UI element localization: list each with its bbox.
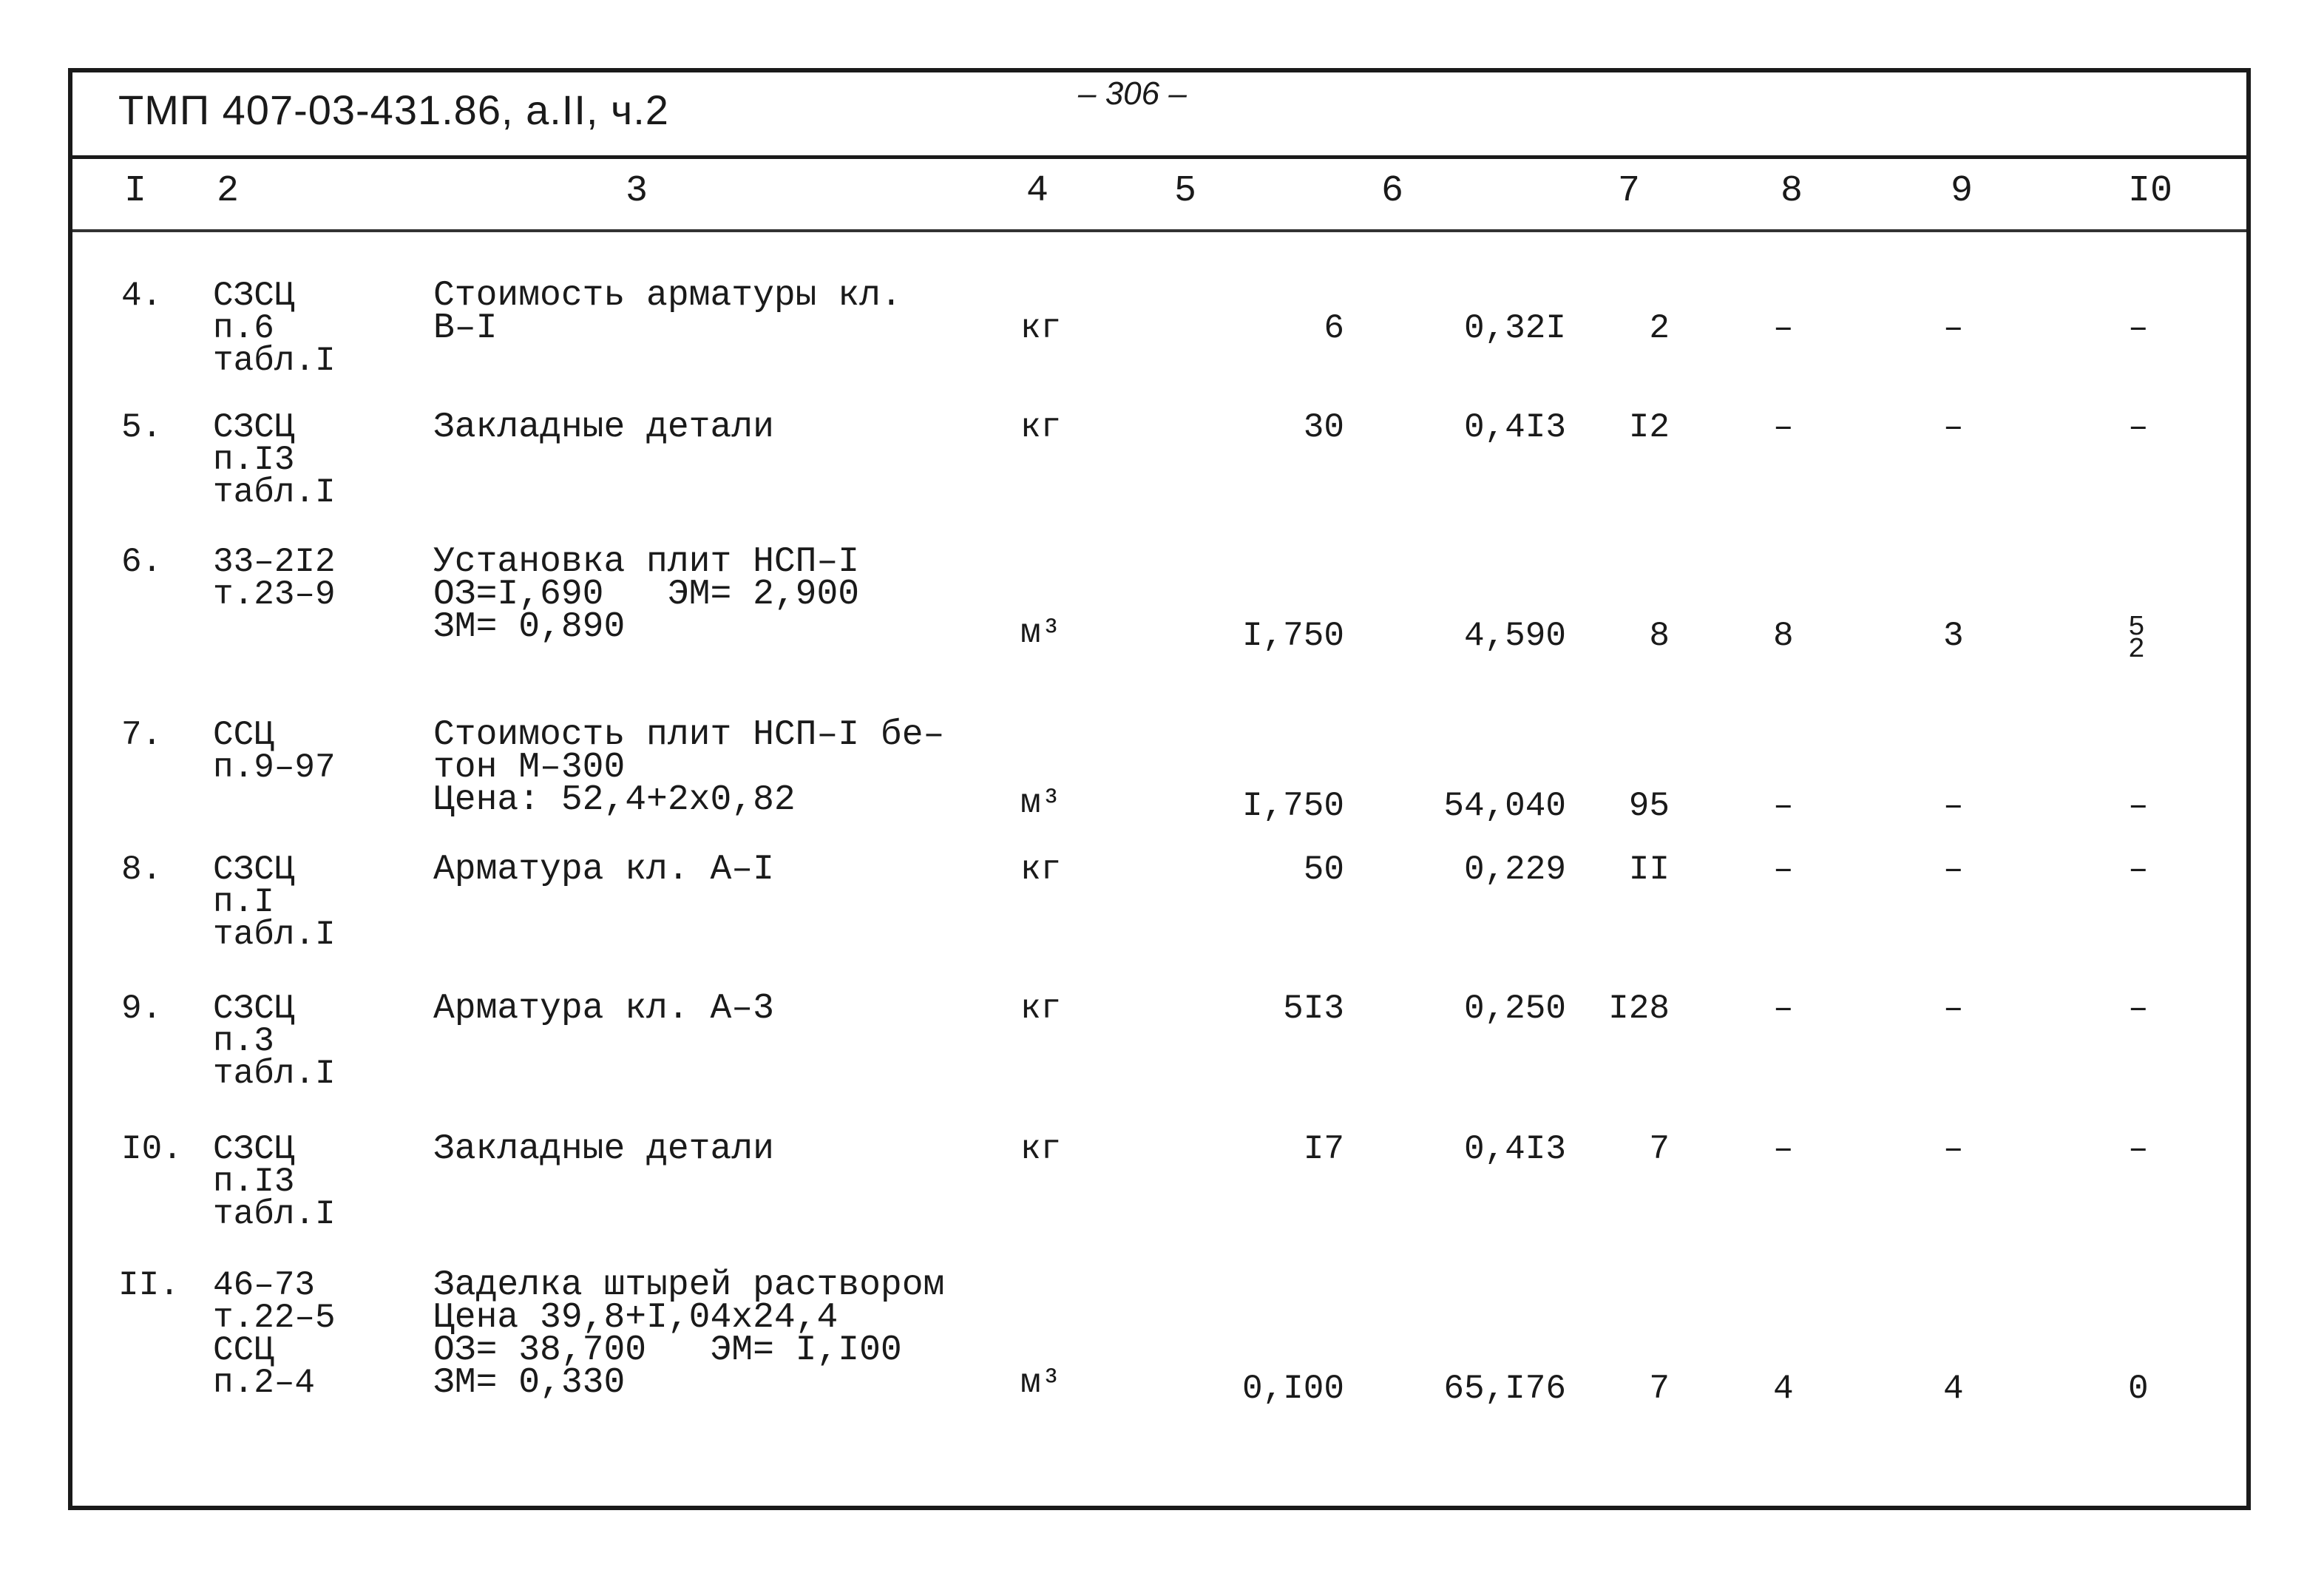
row-price: 54,040 xyxy=(1443,787,1566,825)
row-col7: 8 xyxy=(1649,617,1670,655)
column-header-4: 4 xyxy=(1026,170,1049,212)
row-number: 7. xyxy=(121,716,163,754)
row-unit: кг xyxy=(1020,989,1062,1028)
header-divider xyxy=(72,155,2246,159)
row-name: Закладные детали xyxy=(433,1129,774,1169)
row-code: 33–2I2 т.23–9 xyxy=(213,543,336,614)
row-price: 0,4I3 xyxy=(1463,1130,1566,1168)
row-col7: 7 xyxy=(1649,1370,1670,1408)
column-header-3: 3 xyxy=(626,170,648,212)
row-quantity: 0,I00 xyxy=(1241,1370,1344,1408)
row-code: СЗСЦ п.I3 табл.I xyxy=(213,1130,336,1234)
row-col9: – xyxy=(1943,309,1964,348)
row-name: Установка плит НСП–I ОЗ=I,690 ЭМ= 2,900 ЗМ= 0,890 xyxy=(433,542,860,647)
row-col10: 5 2 xyxy=(2128,612,2145,666)
page-number: – 306 – xyxy=(1078,75,1187,112)
row-price: 65,I76 xyxy=(1443,1370,1566,1408)
row-col7: 7 xyxy=(1649,1130,1670,1168)
row-code: СЗСЦ п.3 табл.I xyxy=(213,989,336,1093)
row-col10: – xyxy=(2128,309,2149,348)
row-unit: м³ xyxy=(1020,784,1062,822)
row-col7: 95 xyxy=(1628,787,1670,825)
row-col7: II xyxy=(1628,850,1670,889)
row-col8: – xyxy=(1773,787,1794,825)
row-unit: кг xyxy=(1020,1130,1062,1168)
column-header-9: 9 xyxy=(1951,170,1974,212)
row-number: 8. xyxy=(121,850,163,889)
row-quantity: 50 xyxy=(1303,850,1344,889)
row-price: 0,250 xyxy=(1463,989,1566,1028)
row-number: 6. xyxy=(121,543,163,581)
row-unit: кг xyxy=(1020,850,1062,889)
column-header-divider xyxy=(72,229,2246,232)
row-col7: I28 xyxy=(1608,989,1670,1028)
row-col10: – xyxy=(2128,1130,2149,1168)
row-col9: 4 xyxy=(1943,1370,1964,1408)
row-code: СЗСЦ п.I табл.I xyxy=(213,850,336,954)
row-name: Стоимость плит НСП–I бе– тон М–300 Цена: 52,4+2х0,82 xyxy=(433,715,945,820)
row-col7: I2 xyxy=(1628,408,1670,447)
row-quantity: 6 xyxy=(1324,309,1344,348)
row-col10: – xyxy=(2128,989,2149,1028)
row-quantity: 30 xyxy=(1303,408,1344,447)
row-name: Стоимость арматуры кл. В–I xyxy=(433,276,902,348)
row-col9: – xyxy=(1943,850,1964,889)
row-col9: 3 xyxy=(1943,617,1964,655)
column-header-8: 8 xyxy=(1781,170,1803,212)
row-quantity: I,750 xyxy=(1241,787,1344,825)
document-title: ТМП 407-03-431.86, а.II, ч.2 xyxy=(118,87,669,133)
row-unit: кг xyxy=(1020,408,1062,447)
row-unit: м³ xyxy=(1020,1364,1062,1402)
row-price: 0,229 xyxy=(1463,850,1566,889)
row-quantity: I,750 xyxy=(1241,617,1344,655)
row-col8: 4 xyxy=(1773,1370,1794,1408)
row-code: ССЦ п.9–97 xyxy=(213,716,336,787)
column-header-7: 7 xyxy=(1618,170,1641,212)
row-col9: – xyxy=(1943,989,1964,1028)
row-number: I0. xyxy=(121,1130,183,1168)
row-name: Закладные детали xyxy=(433,407,774,447)
row-col7: 2 xyxy=(1649,309,1670,348)
column-header-1: I xyxy=(124,170,147,212)
column-header-5: 5 xyxy=(1174,170,1197,212)
row-name: Арматура кл. А–I xyxy=(433,850,774,890)
row-code: СЗСЦ п.6 табл.I xyxy=(213,277,336,380)
row-col8: – xyxy=(1773,408,1794,447)
row-name: Арматура кл. А–3 xyxy=(433,989,774,1029)
row-quantity: I7 xyxy=(1303,1130,1344,1168)
document-frame xyxy=(68,68,2251,1510)
column-header-10: I0 xyxy=(2128,170,2173,212)
row-name: Заделка штырей раствором Цена 39,8+I,04х24,4 ОЗ= 38,700 ЭМ= I,I00 ЗМ= 0,330 xyxy=(433,1265,945,1403)
row-unit: м³ xyxy=(1020,614,1062,652)
column-header-6: 6 xyxy=(1381,170,1404,212)
row-price: 0,32I xyxy=(1463,309,1566,348)
row-number: II. xyxy=(118,1266,180,1305)
row-code: СЗСЦ п.I3 табл.I xyxy=(213,408,336,512)
row-number: 9. xyxy=(121,989,163,1028)
row-col9: – xyxy=(1943,408,1964,447)
row-code: 46–73 т.22–5 ССЦ п.2–4 xyxy=(213,1266,336,1402)
row-col8: – xyxy=(1773,850,1794,889)
row-col10: – xyxy=(2128,850,2149,889)
row-unit: кг xyxy=(1020,309,1062,348)
row-col8: 8 xyxy=(1773,617,1794,655)
row-col8: – xyxy=(1773,1130,1794,1168)
row-col10: – xyxy=(2128,408,2149,447)
row-col8: – xyxy=(1773,309,1794,348)
row-number: 5. xyxy=(121,408,163,447)
row-col10: – xyxy=(2128,787,2149,825)
row-col9: – xyxy=(1943,787,1964,825)
row-price: 0,4I3 xyxy=(1463,408,1566,447)
row-price: 4,590 xyxy=(1463,617,1566,655)
row-col8: – xyxy=(1773,989,1794,1028)
row-quantity: 5I3 xyxy=(1283,989,1344,1028)
row-col10: 0 xyxy=(2128,1370,2149,1408)
row-col9: – xyxy=(1943,1130,1964,1168)
column-header-2: 2 xyxy=(217,170,240,212)
row-number: 4. xyxy=(121,277,163,315)
